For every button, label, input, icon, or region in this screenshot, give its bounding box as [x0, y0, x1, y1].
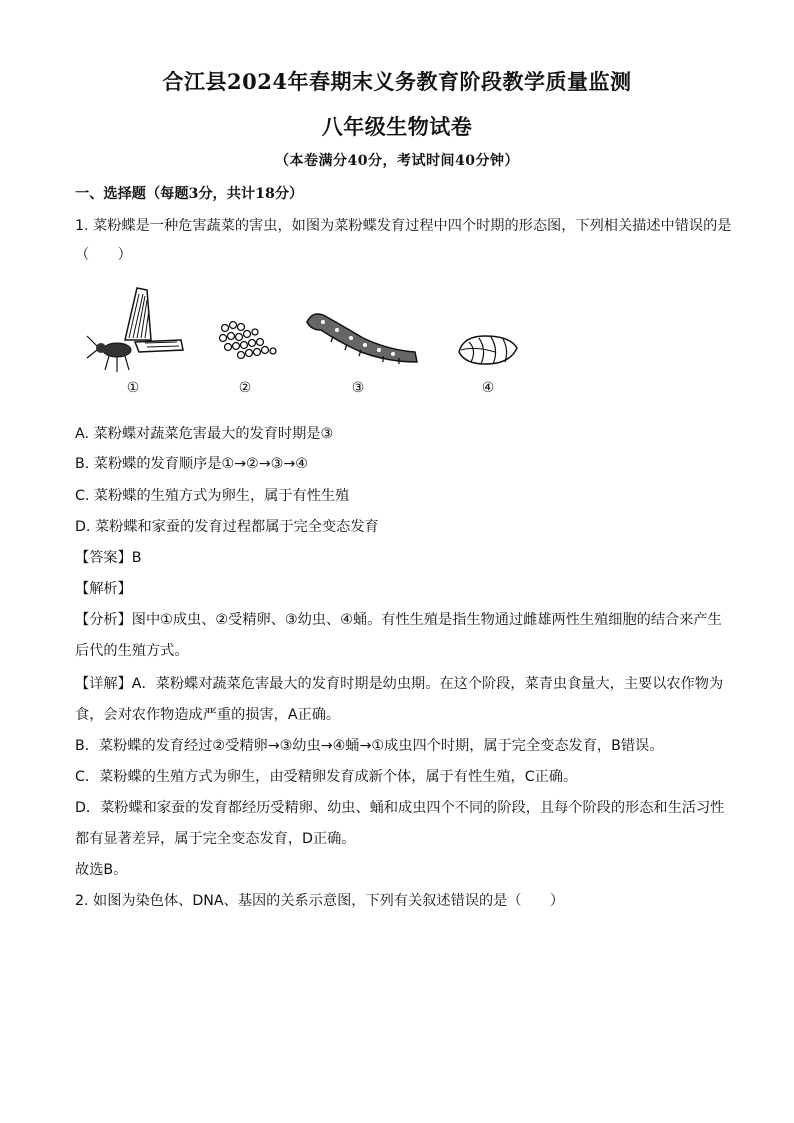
- q1-detail-d2: 都有显著差异，属于完全变态发育，D正确。: [75, 831, 356, 847]
- q2-stem: 2. 如图为染色体、DNA、基因的关系示意图，下列有关叙述错误的是（ ）: [75, 893, 565, 909]
- egg-cluster-icon: [215, 318, 285, 363]
- exam-subtitle: 八年级生物试卷: [321, 114, 473, 139]
- q1-detail-line2: 食，会对农作物造成严重的损害，A正确。: [75, 707, 341, 723]
- q1-detail-d1: D．菜粉蝶和家蚕的发育都经历受精卵、幼虫、蛹和成虫四个不同的阶段，且每个阶段的形态和生活习性: [75, 800, 725, 816]
- q1-stem-line1: 1. 菜粉蝶是一种危害蔬菜的害虫，如图为菜粉蝶发育过程中四个时期的形态图，下列相关描述中错误的是: [75, 218, 732, 234]
- q1-detail-c: C．菜粉蝶的生殖方式为卵生，由受精卵发育成新个体，属于有性生殖，C正确。: [75, 769, 578, 785]
- q1-analysis-label: 【解析】: [75, 581, 132, 597]
- q1-option-a: A. 菜粉蝶对蔬菜危害最大的发育时期是③: [75, 426, 334, 442]
- figure-label-1: ①: [126, 380, 140, 396]
- q1-option-b: B. 菜粉蝶的发育顺序是①→②→③→④: [75, 456, 308, 472]
- exam-title: 合江县2024年春期末义务教育阶段教学质量监测: [162, 69, 632, 94]
- q1-analysis-line1: 【分析】图中①成虫、②受精卵、③幼虫、④蛹。有性生殖是指生物通过雌雄两性生殖细胞的结合来产生: [75, 612, 722, 628]
- exam-note: （本卷满分40分，考试时间40分钟）: [275, 153, 519, 169]
- q1-stem-line2: （ ）: [75, 247, 132, 263]
- q1-analysis-line2: 后代的生殖方式。: [75, 643, 189, 659]
- pupa-icon: [455, 330, 525, 370]
- q1-conclusion: 故选B。: [75, 862, 128, 878]
- q1-detail-b: B．菜粉蝶的发育经过②受精卵→③幼虫→④蛹→①成虫四个时期，属于完全变态发育，B错误。: [75, 738, 664, 754]
- section-heading: 一、选择题（每题3分，共计18分）: [75, 186, 304, 202]
- q1-figure: [85, 280, 555, 405]
- figure-label-2: ②: [238, 380, 252, 396]
- q1-detail-line1: 【详解】A．菜粉蝶对蔬菜危害最大的发育时期是幼虫期。在这个阶段，菜青虫食量大，主要以农作物为: [75, 676, 724, 692]
- caterpillar-larva-icon: [303, 308, 423, 368]
- q1-option-d: D. 菜粉蝶和家蚕的发育过程都属于完全变态发育: [75, 519, 379, 535]
- q1-answer: 【答案】B: [75, 550, 142, 566]
- q1-option-c: C. 菜粉蝶的生殖方式为卵生，属于有性生殖: [75, 488, 350, 504]
- figure-label-4: ④: [481, 380, 495, 396]
- figure-label-3: ③: [351, 380, 365, 396]
- butterfly-adult-icon: [85, 280, 195, 380]
